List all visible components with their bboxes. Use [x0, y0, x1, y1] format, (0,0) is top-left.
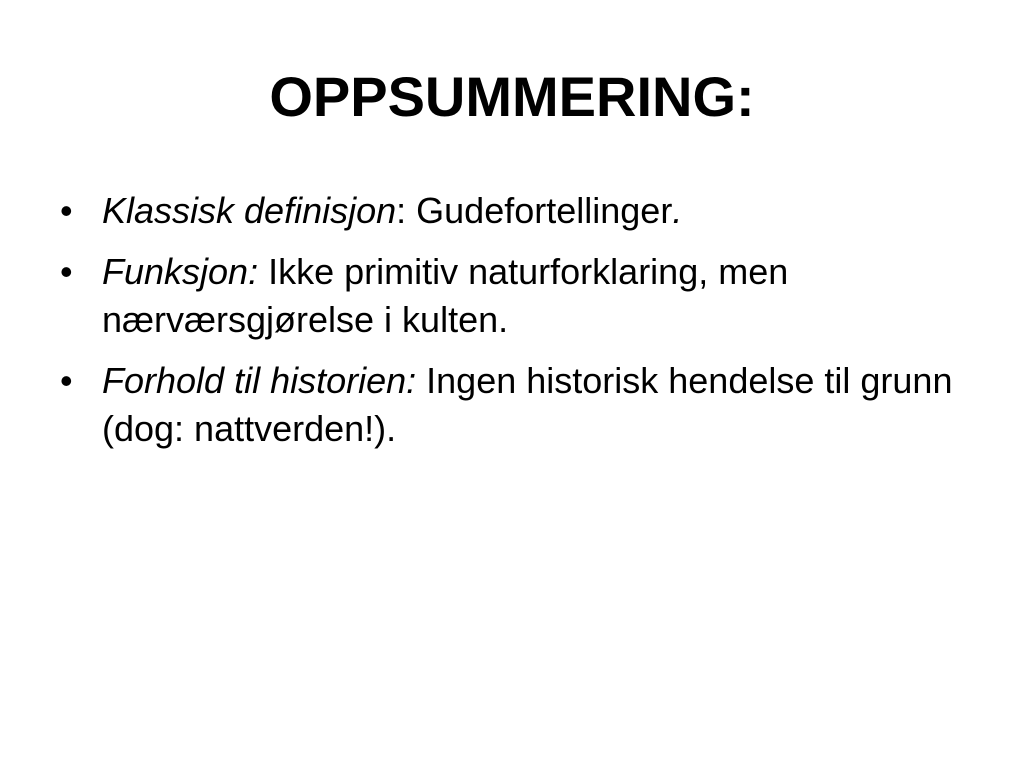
bullet-tail: . [672, 190, 683, 231]
bullet-icon: • [60, 360, 73, 401]
bullet-separator: : [396, 190, 407, 231]
bullet-term: Funksjon: [102, 251, 259, 292]
slide-title: OPPSUMMERING: [269, 65, 755, 128]
bullet-icon: • [60, 251, 73, 292]
bullet-text: Gudefortellinger [406, 190, 673, 231]
bullet-list [60, 187, 960, 466]
bullet-term: Klassisk definisjon [102, 190, 397, 231]
bullet-term: Forhold til historien: [102, 360, 417, 401]
bullet-item [60, 357, 960, 453]
bullet-text: Ikke primitiv naturforklaring, men nærværsgjørelse i kulten. [102, 251, 789, 340]
bullet-item [60, 187, 960, 235]
bullet-text: Ingen historisk hendelse til grunn (dog: nattverden!). [102, 360, 953, 449]
bullet-icon: • [60, 190, 73, 231]
bullet-item [60, 248, 960, 344]
